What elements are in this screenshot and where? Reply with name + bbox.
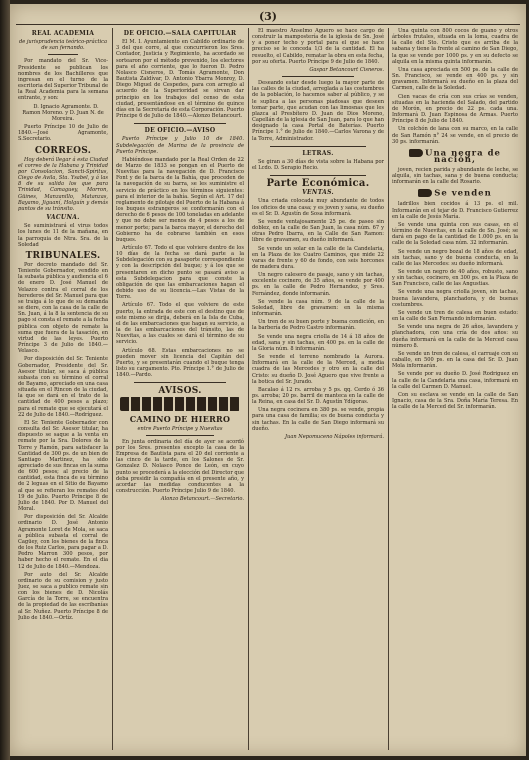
paragraph: Se suministrará el virus todos los lunes de 11 de la mañana, en la parroquia de Ntra. Sra. de la Soledad [18,223,108,248]
page-number: (3) [258,10,278,23]
paragraph: Con su esclava se vende en la calle de San Ignacio, casa de la Sra. Doña María Teresa. En la calle de la Merced del Sr. informarán. [392,391,518,411]
pointing-hand-icon [409,149,423,157]
paragraph: Se vende una negra criolla de 14 á 18 años de edad, sana y sin tachas, en 400 ps. en la calle de la Gloria núm. 8 informarán. [252,333,384,352]
paragraph: Por mandato del Sr. Vice-Presidente se publican los nombres de los Bachilleres que ingresan en el turno de la escritoria del Superior Tribunal de la Real Academia para la semana entrante, y son: [18,58,108,102]
paragraph: Un tren de su buen porte y buena condición, en la barbería de Pedro Castro informarán. [252,319,384,332]
column-3 [252,28,384,750]
heading-letras: LETRAS. [302,149,334,157]
paragraph: Por disposición del Sr. Alcalde ordinario D. José Antonio Agramonte Loret de Mola, se saca a pública subasta el corral de Cagüey, con los bienes de la finca de los Ruiz Carlos, para pagar a D. Pedro Marron 300 pesos, por haber hecho el remate. En el dia 12 de Julio de 1840.—Mendoza. [18,514,108,570]
ad-heading: Una negra de nación, [392,149,518,163]
paragraph: Artículo 67. Todo el que volviere dentro de los 10 días de la fecha se dará parte a la Subdelegación con su pasaporte correspondiente y con la descripción del buque; y á los que se presentaren en dicho punto se pasará aviso a esta Subdelegacion para que conste la obligación de que las embarcaciones hagan el debido uso de su licencia.—Las Vistas de la Torre. [116,245,244,301]
paragraph: Se vende la casa núm. 9 de la calle de la Soledad, libre de gravamen: en la misma informarán. [252,298,384,318]
column-divider [112,28,113,750]
paragraph: Una quinta con 800 cocos de guano y otros árboles frutales, situada en la loma, cuadra de la calle del Sto. Cristo que es arriba de la sabana y tiene la frente al camino de San Diego, la que se vende por 1000 ps. y en su defecto se alquila en la misma quinta informarán. [392,28,518,65]
top-rule [16,24,520,25]
divider [134,382,226,383]
ad-heading: Se venden [392,189,518,197]
heading-camino-de-hierro: CAMINO DE HIERRO [129,414,231,425]
paragraph: Se vende un negro bozal de 18 años de edad, sin tachas, sano y de buena conducta, en la calle de las Mercedes: su dueño informará. [392,248,518,267]
paragraph: Se vende una quinta con sus casas, en el término de Nuevitas, en la calle de Sn. José; se dará en pago de la cantidad de 1.000 ps. en la calle de la Soledad casa núm. 32 informarán. [392,221,518,247]
column-2 [116,28,244,750]
paragraph: Bacalao á 12 rs. arroba y 5 ps. qq. Cerdo ó 36 ps. arroba; 20 ps. barril de manteca en la calle de la Reina, en casa del Sr. D. Agustín Ydígoras. [252,386,384,406]
paragraph: En junta ordinaria del día de ayer se acordó por los Sres. presentes excepto la casa de la Empresa de Bautista para el 20 del corriente a las cinco de la tarde, en los Salones de Sr. Gonzalez D. Nolasco Ponce de León, en cuyo punto se procederá a la elección del Director que deba presidir la compañía en el presente año, y acordar las medidas conducentes a la construcción. Puerto Príncipe Julio 9 de 1840. [116,438,244,494]
heading-parte-economica: Parte Económica. [266,178,370,190]
paragraph: Una casa apreciada en 500 ps. de la calle de Sn. Francisco, se vende en 400 ps. y sin gravamen. Informará su dueño en la plaza del Carmen, calle de la Soledad. [392,66,518,92]
paragraph: Un negro calesero de pasaje, sano y sin tachas, excelente cocinero, de 35 años, se vende por 400 ps. en la calle de Pedro Hernandez, y Sres. Fernández, donde informarán. [252,272,384,297]
signature: Gaspar Betancourt Cisneros. [309,66,384,73]
paragraph: joven, recien parida y abundante de leche, se alquila, sin tachas, sana y de buena conducta; informarán en la calle del Rosario. [392,166,518,186]
paragraph: Se vende una negra de 26 años, lavandera y planchadora, con una cría de dos años: su dueña informará en la calle de la Merced casa número 8. [392,324,518,349]
paragraph: Se vende ventajosamente 25 pe. de paseo sin doblez, en la calle de San Juan, la casa núm. 67 y otras Pedro Ibarra, en la Calle de San Ramon: libre de gravamen, su dueño informará. [252,218,384,244]
paragraph: Por auto del Sr. Alcalde ordinario de su comision y justo Juez, se saca a publico remate sin con los bienes de D. Nicolás García de la Torre, se encuentra de la propiedad de las escribanías al Sr. Nuñez. Puerto Príncipe 8 de Julio de 1840.—Ortíz. [18,571,108,621]
heading-tribunales: TRIBUNALES. [25,250,101,261]
paragraph: Puerto Príncipe 10 de Julio de 1840.—José Agramonte, S.Secretario. [18,124,108,143]
paragraph: Artículo 68. Estas embarcaciones no se pueden mover sin licencia del Capitán del Puerto, y se presentarán cuando el buque tenga listo su cargamento. Pto. Príncipe 1.° de Julio de 1840.—Pardo. [116,347,244,379]
paragraph: El maestro Anselmo Aguero se hace cargo de construir la mampostería de la iglesia de Sn. José y a poner techo y portal para el que se hace preciso se le conceda 1/3 de la cantidad. El ha resuelto, el Cabildo, rematar la obra en esta fecha, por su oferta. Puerto Príncipe 9 de Julio de 1840. [252,28,384,65]
paragraph: ladrillos bien cocidos á 13 ps. el mil. Informarán en el tejar de D. Francisco Gutierrez en la calle de Jesús María. [392,201,518,220]
book-spine [0,0,10,760]
paragraph: Deseando estar desde luego la mayor parte de las calles de la ciudad, arreglada a las costumbres de la población, lo hacemos saber al público, y se le suplica a las personas piadosas que deseen tomar parte, que acudan con las limosnas que les plazca al Presbítero D. Juan de Dios Moreno, Capellán de la iglesia de San Juan, para lo que han designado la casa Portal de Baterías. Puerto Príncipe 1.° de Julio de 1840.—Carlos Varona y de la Torre, Administrador. [252,80,384,142]
paragraph: Se vende una negra criolla joven, sin tachas, buena lavandera, planchadora, y de buenas costumbres. [392,289,518,308]
newspaper-page [10,4,526,756]
subheading: entre Puerto Príncipe y Nuevitas [137,425,223,432]
column-1 [18,28,108,750]
paragraph: Se giran a 30 días de vista sobre la Habana por el Lcdo. D. Serapio Recio. [252,158,384,171]
paragraph: Por decreto mandado del Sr. Teniente Gobernador, vendido en la subasta pública y audiencia el 6 de enero D. José Manuel de Velazco contra el corral de los herederos del Sr. Manuel para que se traiga á lo que de su demanda se diere, con la casa de la calle de Sn. Juan, á la 8 la sentencia de su pago si consta el remate a la fecha pública con objeto de remate la suma que fuera de la tasación, en virtud de las leyes. Puerto Príncipe 3 de Julio de 1840.—Velasco. [18,262,108,355]
paragraph: Se vende un tren de calesa en buen estado: en la calle de San Fernando informarán. [392,309,518,323]
heading-avisos: AVISOS. [158,386,202,397]
heading-vacuna: VACUNA. [46,214,80,222]
divider [282,76,354,77]
paragraph: El Sr. Teniente Gobernador con consulta del Sr. Asesor titular, ha dispuesto se saque a la venta en remate por la Sra. Dolores de la Torre y Ramón, para satisfacer la Cantidad de 300 ps. de un bien de Santiago Martinez, ha sido apreciado de sus fincas en la suma de 600 pesos; al precio de la cantidad, esta finca de su término de 2 leguas en el Sitio de Bayamo al que se refieran los remates del 19 de Julio. Puerto Príncipe 8 de Julio de 1840. Por D. Manuel del Moral. [18,419,108,513]
subheading: de jurisprudencia teórico-práctica de san fernando. [18,39,108,52]
pointing-hand-icon [418,189,432,197]
paragraph: Cien vacas de cría con sus crías se venden, situadas en la hacienda del Salado, del partido de Morón, en precio de 22 ps. cada una. Informará D. Juan Espinosa de Armas. Puerto Príncipe 8 de Julio de 1840. [392,93,518,125]
heading-ventas: VENTAS. [302,189,334,197]
train-illustration [120,397,240,411]
heading-de-oficio: DE OFICIO.—SALA CAPITULAR [123,30,237,37]
paragraph: Habiéndose mandado por la Real Orden de 22 de Marzo de 1833 se pongan en el Puerto de Nuevitas para la navegación de D. Francisco Font y de la barca de la Bahía, que proceden de la navegación de su barra, se les suministre el servicio de práctico en los términos siguientes: para el interior de la bahía. Según el Art. 17 del reglamento de pilotaje del Puerto de la Habana á los buques estrangeros se conformarán con el derecho de 6 pesos de 100 toneladas en adelante y que no debe ser menos de 4 pesos a los de menor porte; para la barca mayor, el derecho del Gobierno ha de cobrarse también en esos buques. [116,156,244,243]
paragraph: Se vende un solar en la calle de la Candelaria, en la Plaza de los Cuatro Caminos, que mide 22 varas de frente y 60 de fondo, con seis horcones de madera dura. [252,245,384,270]
heading-aviso: DE OFICIO.—AVISO [144,127,216,135]
divider [146,435,214,436]
column-4 [392,28,518,750]
divider [134,123,226,124]
paragraph: El M. I. Ayuntamiento en Cabildo ordinario de 3 del que corre, al que concurrieron los Sres. Contador, Justicia y Regimiento, ha acordado se sortearon por el método prevenido, los electores para el año corriente, que lo fueron D. Pedro Nolasco Cisneros, D. Tomás Agramonte, Don Bautista Zaldívar, D. Antonio Ybarra Monroy, D. Diego Miguel de Cespedes, para con arreglo al acuerdo de la Superioridad se sirvan dar principio en los trabajos del censo de esta ciudad, presentándose en el término de quince días en la Secretaría de esta Corporación. Puerto Príncipe 6 de Julio de 1840.—Alonzo Betancourt. [116,39,244,120]
column-divider [388,28,389,750]
signature: Juan Nepomuceno Nápoles informará. [285,433,384,440]
paragraph: Puerto Príncipe y Julio 10 de 1840. Subdelegación de Marina de la provincia de Puerto Príncipe. [116,136,244,155]
paragraph: Hoy deberá llegar á esta Ciudad el correo de la Habana y Trinidad por Consolacion, Sancti-Spíritus, Ciego de Avila, Sta. Ysabel, y á las 8 de su salida los que para Trinidad, Camaguey, Morron, Güines, Manzanillo, Matanzas, Bayamo, Jiguaní, Holguín y demás puntos de su tránsito. [18,156,108,212]
paragraph: Se vende por su dueño D. José Rodriguez en la calle de la Candelaria una casa, informará en la calle del Carmen D. Manuel. [392,371,518,390]
heading-real-academia: REAL ACADEMIA [31,30,95,37]
paragraph: Por disposición del Sr. Teniente Gobernador, Presidente del Sr. Asesor titular, se saca á pública subasta con su término el corral de Bayamo, apreciado en una casa situada en el Rincon de la ciudad, la que se dará en el trato de la cantidad de 400 pesos a plazo; para el remate que se ejecutará el 22 de Julio de 1840.—Rodríguez. [18,356,108,418]
heading-correos: CORREOS. [34,145,92,156]
column-divider [248,28,249,750]
paragraph: Una criada colocada muy abundante de todos los oficios de una casa; y es joven y sana, su dueño es el Sr. D. Agustín de Sosa informará. [252,198,384,217]
paragraph: Una negra cocinera en 380 ps. se vende, propia para una casa de familia; es de buena conducta y sin tachas. En la calle de San Diego informará su dueño. [252,407,384,432]
paragraph: Se vende el terreno nombrado la Aurora. Informará en la calle de la Merced, a media cuadra de las Mercedes y otro en la calle del Cristo: su dueño D. José Aguero que vive frente a la botica del Sr. Jurado. [252,354,384,385]
paragraph: Artículo 67. Todo el que volviere de este puerto, la entrada de este con el destino que de este mismo se dirija, deberá en la Isla de Cuba, el de las embarcaciones que hagan su servicio, a la de las embarcaciones del tránsito, las de Nuevitas, a las cuales se dará el término de su servicio. [116,302,244,346]
divider [270,175,366,176]
signature: Alonzo Betancourt.—Secretario. [160,496,244,503]
divider [48,54,78,55]
divider [270,146,366,147]
paragraph: Se vende un negro de 40 años, robusto, sano y sin tachas, cocinero, en 300 ps. en la Plaza de San Francisco, calle de las Angustias. [392,269,518,288]
names-list: D. Ignacio Agramonte. D. Ramon Moreno. y D. Juan N. de Moreira. [22,103,104,122]
paragraph: Se vende un tren de calesa, el carruaje con su caballo, en 500 ps. en la casa del Sr. D. Juan Mola informarán. [392,350,518,370]
paragraph: Un colchón de lana con su marco, en la calle de San Ramón n° 24 se vende, en el precio de 30 ps. informarán. [392,126,518,145]
